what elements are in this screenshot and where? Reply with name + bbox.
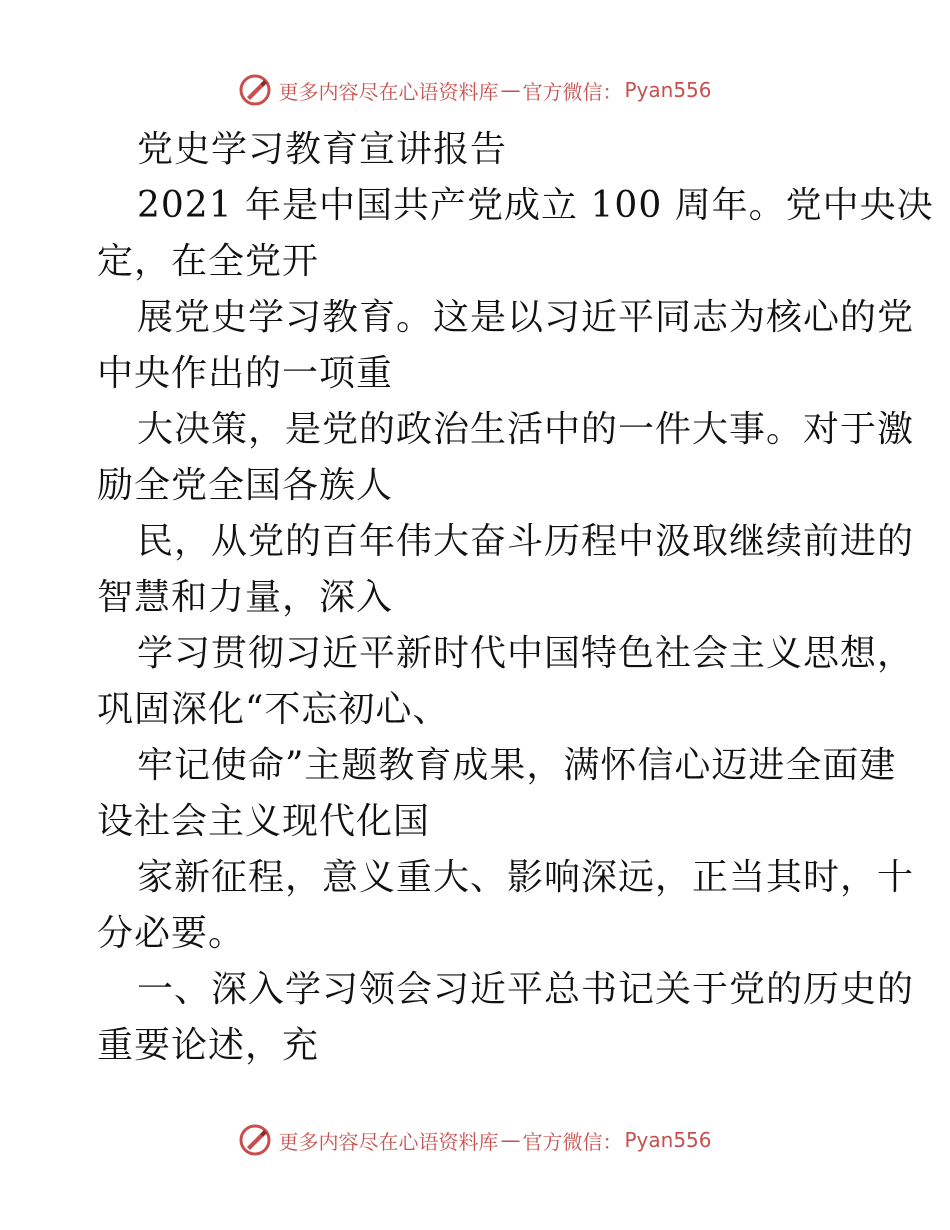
watermark-suffix: 官方微信： (522, 79, 623, 104)
text-line: 展党史学习教育。这是以习近平同志为核心的党 (137, 297, 915, 338)
watermark-text: 更多内容尽在心语资料库 (278, 1129, 499, 1154)
watermark-dash: — (500, 1128, 521, 1152)
text-line: 设社会主义现代化国 (97, 801, 431, 842)
watermark-id: Pyan556 (624, 1128, 712, 1152)
text-line: 巩固深化“不忘初心、 (97, 689, 450, 730)
text-line: 中央作出的一项重 (97, 353, 394, 394)
watermark-suffix: 官方微信： (522, 1129, 623, 1154)
pen-logo-icon (238, 1123, 272, 1157)
watermark-id: Pyan556 (624, 78, 712, 102)
text-line: 励全党全国各族人 (97, 465, 394, 506)
text-line: 智慧和力量，深入 (97, 577, 394, 618)
document-body (97, 122, 934, 1074)
text-line: 牢记使命”主题教育成果，满怀信心迈进全面建 (137, 745, 897, 786)
text-line: 重要论述，充 (97, 1025, 320, 1066)
pen-logo-icon (238, 73, 272, 107)
text-line: 家新征程，意义重大、影响深远，正当其时，十 (137, 857, 915, 898)
text-line: 一、深入学习领会习近平总书记关于党的历史的 (137, 969, 915, 1010)
text-line: 2021 年是中国共产党成立 100 周年。党中央决 (137, 185, 934, 226)
watermark-header (0, 70, 950, 110)
text-line: 大决策，是党的政治生活中的一件大事。对于激 (137, 409, 915, 450)
text-line: 定，在全党开 (97, 241, 320, 282)
text-line: 民，从党的百年伟大奋斗历程中汲取继续前进的 (137, 521, 915, 562)
watermark-text: 更多内容尽在心语资料库 (278, 79, 499, 104)
text-line: 分必要。 (97, 913, 246, 954)
watermark-footer (0, 1120, 950, 1160)
document-title: 党史学习教育宣讲报告 (137, 129, 508, 170)
text-line: 学习贯彻习近平新时代中国特色社会主义思想， (137, 633, 915, 674)
watermark-dash: — (500, 78, 521, 102)
